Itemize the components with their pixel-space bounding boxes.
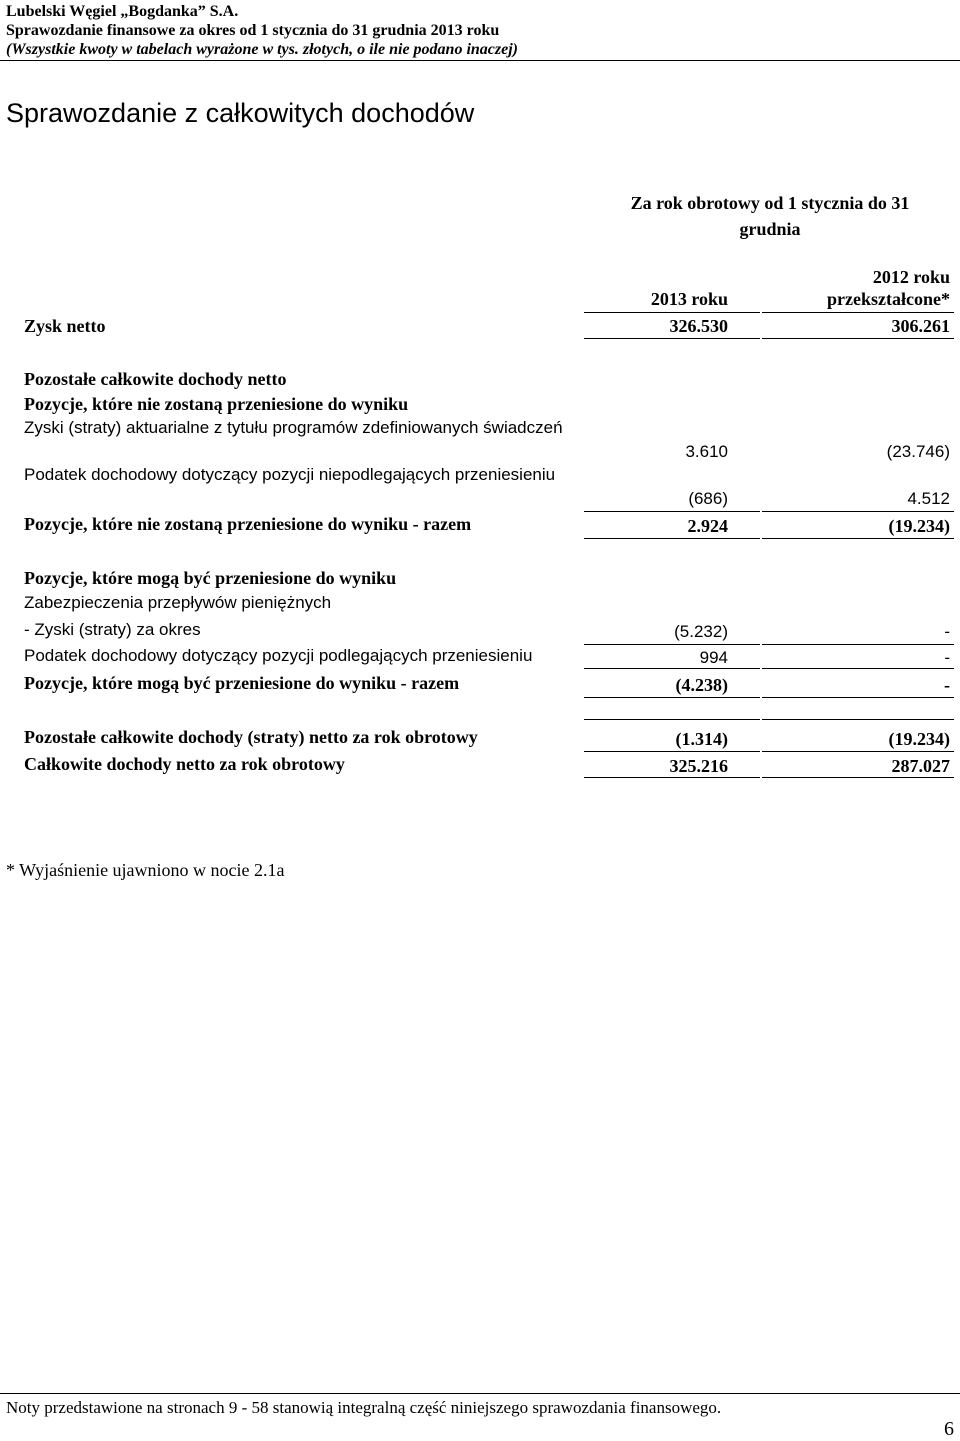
total-income-2013: 325.216 <box>669 756 728 776</box>
row-rule <box>762 719 954 720</box>
column-header-rule <box>762 312 954 313</box>
column-header-2012-restated: przekształcone* <box>827 289 950 309</box>
period-gains-2013: (5.232) <box>674 622 728 641</box>
row-rule <box>762 777 954 778</box>
row-rule <box>762 668 954 669</box>
tax-reclassified-label: Podatek dochodowy dotyczący pozycji podlegających przeniesieniu <box>24 646 533 665</box>
footnote: * Wyjaśnienie ujawniono w nocie 2.1a <box>6 860 285 880</box>
column-header-2012-year: 2012 roku <box>872 267 950 287</box>
row-rule <box>584 668 760 669</box>
reclassified-header: Pozycje, które mogą być przeniesione do wyniku <box>24 568 397 588</box>
net-profit-2012: 306.261 <box>891 316 950 336</box>
row-rule <box>762 538 954 539</box>
row-rule <box>762 697 954 698</box>
column-header-2013: 2013 roku <box>650 289 728 309</box>
row-rule <box>762 338 954 339</box>
tax-reclassified-2012: - <box>944 648 950 667</box>
page-number: 6 <box>944 1418 954 1440</box>
page-title: Sprawozdanie z całkowitych dochodów <box>6 98 475 128</box>
oci-section-header: Pozostałe całkowite dochody netto <box>24 369 287 389</box>
actuarial-gains-2012: (23.746) <box>886 442 950 461</box>
row-rule <box>584 644 760 645</box>
not-reclassified-total-label: Pozycje, które nie zostaną przeniesione do wyniku - razem <box>24 514 472 534</box>
net-profit-label: Zysk netto <box>24 316 106 336</box>
footer-divider <box>0 1393 960 1394</box>
header-divider <box>0 60 960 61</box>
company-name: Lubelski Węgiel „Bogdanka” S.A. <box>6 3 239 20</box>
period-gains-2012: - <box>944 622 950 641</box>
period-gains-label: - Zyski (straty) za okres <box>24 620 201 639</box>
tax-not-reclassified-2013: (686) <box>688 489 728 508</box>
footer-note: Noty przedstawione na stronach 9 - 58 stanowią integralną część niniejszego sprawozdania finansowego. <box>6 1398 722 1417</box>
row-rule <box>584 538 760 539</box>
not-reclassified-total-2012: (19.234) <box>888 516 950 536</box>
reclassified-total-label: Pozycje, które mogą być przeniesione do wyniku - razem <box>24 673 460 693</box>
row-rule <box>584 777 760 778</box>
oci-total-2012: (19.234) <box>888 729 950 749</box>
net-profit-2013: 326.530 <box>669 316 728 336</box>
tax-not-reclassified-label: Podatek dochodowy dotyczący pozycji niepodlegających przeniesieniu <box>24 465 556 484</box>
row-rule <box>584 719 760 720</box>
period-header: Za rok obrotowy od 1 stycznia do 31 grudnia <box>630 193 910 239</box>
actuarial-gains-label: Zyski (straty) aktuarialne z tytułu programów zdefiniowanych świadczeń <box>24 418 563 437</box>
row-rule <box>762 644 954 645</box>
oci-total-2013: (1.314) <box>675 729 728 749</box>
oci-total-label: Pozostałe całkowite dochody (straty) netto za rok obrotowy <box>24 727 478 747</box>
not-reclassified-header: Pozycje, które nie zostaną przeniesione do wyniku <box>24 394 409 414</box>
row-rule <box>762 511 954 512</box>
amounts-note: (Wszystkie kwoty w tabelach wyrażone w tys. złotych, o ile nie podano inaczej) <box>6 41 518 58</box>
column-header-rule <box>584 312 760 313</box>
total-income-2012: 287.027 <box>891 756 950 776</box>
row-rule <box>584 697 760 698</box>
cash-flow-hedge-label: Zabezpieczenia przepływów pieniężnych <box>24 593 332 612</box>
reclassified-total-2013: (4.238) <box>675 675 728 695</box>
row-rule <box>584 511 760 512</box>
tax-reclassified-2013: 994 <box>699 648 728 667</box>
report-title: Sprawozdanie finansowe za okres od 1 stycznia do 31 grudnia 2013 roku <box>6 22 500 39</box>
total-income-label: Całkowite dochody netto za rok obrotowy <box>24 754 345 774</box>
row-rule <box>584 338 760 339</box>
reclassified-total-2012: - <box>944 675 950 695</box>
actuarial-gains-2013: 3.610 <box>685 442 728 461</box>
tax-not-reclassified-2012: 4.512 <box>907 489 950 508</box>
row-rule <box>762 751 954 752</box>
row-rule <box>584 751 760 752</box>
not-reclassified-total-2013: 2.924 <box>687 516 728 536</box>
